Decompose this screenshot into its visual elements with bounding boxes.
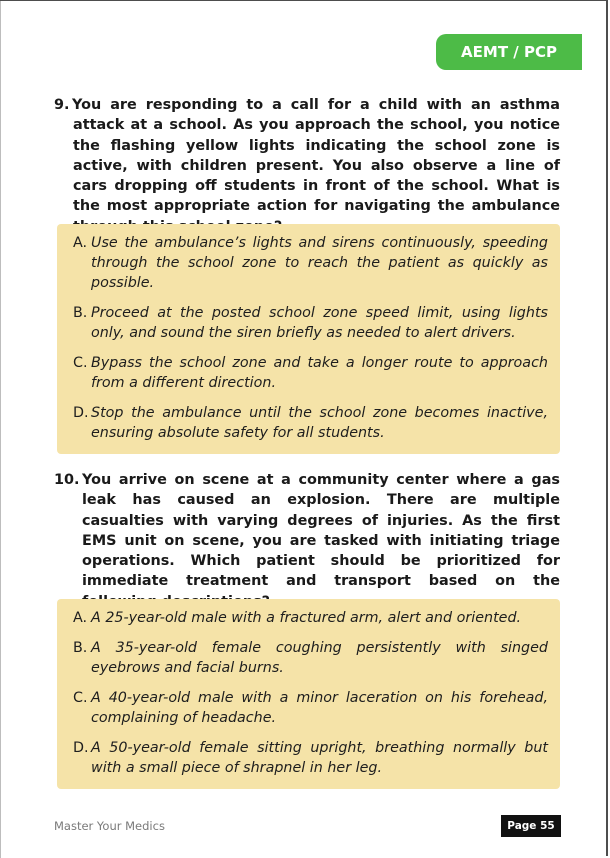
footer-brand: Master Your Medics	[54, 819, 165, 833]
answer-option-b[interactable]	[73, 638, 548, 678]
option-letter: C.	[73, 690, 88, 706]
question-number: 10.	[54, 472, 80, 488]
option-letter: A.	[73, 235, 88, 251]
option-text: Use the ambulance’s lights and sirens continuously, speeding through the school zone to reach the patient as quickly as possible.	[91, 235, 548, 291]
option-text: A 35-year-old female coughing persistently with singed eyebrows and facial burns.	[91, 640, 548, 676]
option-text: Proceed at the posted school zone speed limit, using lights only, and sound the siren briefly as needed to alert drivers.	[91, 305, 548, 341]
answer-option-a[interactable]	[73, 233, 548, 293]
option-letter: D.	[73, 405, 89, 421]
answer-option-d[interactable]	[73, 738, 548, 778]
answer-option-b[interactable]	[73, 303, 548, 343]
option-letter: B.	[73, 305, 88, 321]
option-text: A 50-year-old female sitting upright, breathing normally but with a small piece of shrapnel in her leg.	[91, 740, 548, 776]
option-text: Bypass the school zone and take a longer route to approach from a different direction.	[91, 355, 548, 391]
answer-options-q10	[57, 599, 560, 789]
answer-options-q9	[57, 224, 560, 454]
page-number-label: Page 55	[507, 820, 555, 832]
page-number-badge	[501, 815, 561, 837]
answer-option-d[interactable]	[73, 403, 548, 443]
option-text: Stop the ambulance until the school zone becomes inactive, ensuring absolute safety for all students.	[91, 405, 548, 441]
section-tab	[436, 34, 582, 70]
question-9	[54, 95, 560, 237]
answer-option-c[interactable]	[73, 353, 548, 393]
option-letter: A.	[73, 610, 88, 626]
answer-option-a[interactable]	[73, 608, 548, 628]
option-text: A 40-year-old male with a minor laceration on his forehead, complaining of headache.	[91, 690, 548, 726]
question-number: 9.	[54, 97, 70, 113]
option-letter: B.	[73, 640, 88, 656]
option-text: A 25-year-old male with a fractured arm, alert and oriented.	[91, 610, 522, 626]
section-tab-label: AEMT / PCP	[461, 43, 557, 61]
question-text: You arrive on scene at a community center where a gas leak has caused an explosion. There are multiple casualties with varying degrees of injuries. As the first EMS unit on scene, you are tasked with initiating triage operations. Which patient should be prioritized for immediate treatment and transport based on the	[82, 472, 560, 590]
option-letter: C.	[73, 355, 88, 371]
answer-option-c[interactable]	[73, 688, 548, 728]
question-text: You are responding to a call for a child with an asthma attack at a school. As you approach the school, you notice the flashing yellow lights indicating the school zone is active, with children present. You also observe a line of cars dropping off students in front of the school. What is the most appropriate action for navigating the ambulance	[72, 97, 560, 215]
question-10	[54, 470, 560, 612]
option-letter: D.	[73, 740, 89, 756]
page-left-edge	[0, 0, 1, 858]
